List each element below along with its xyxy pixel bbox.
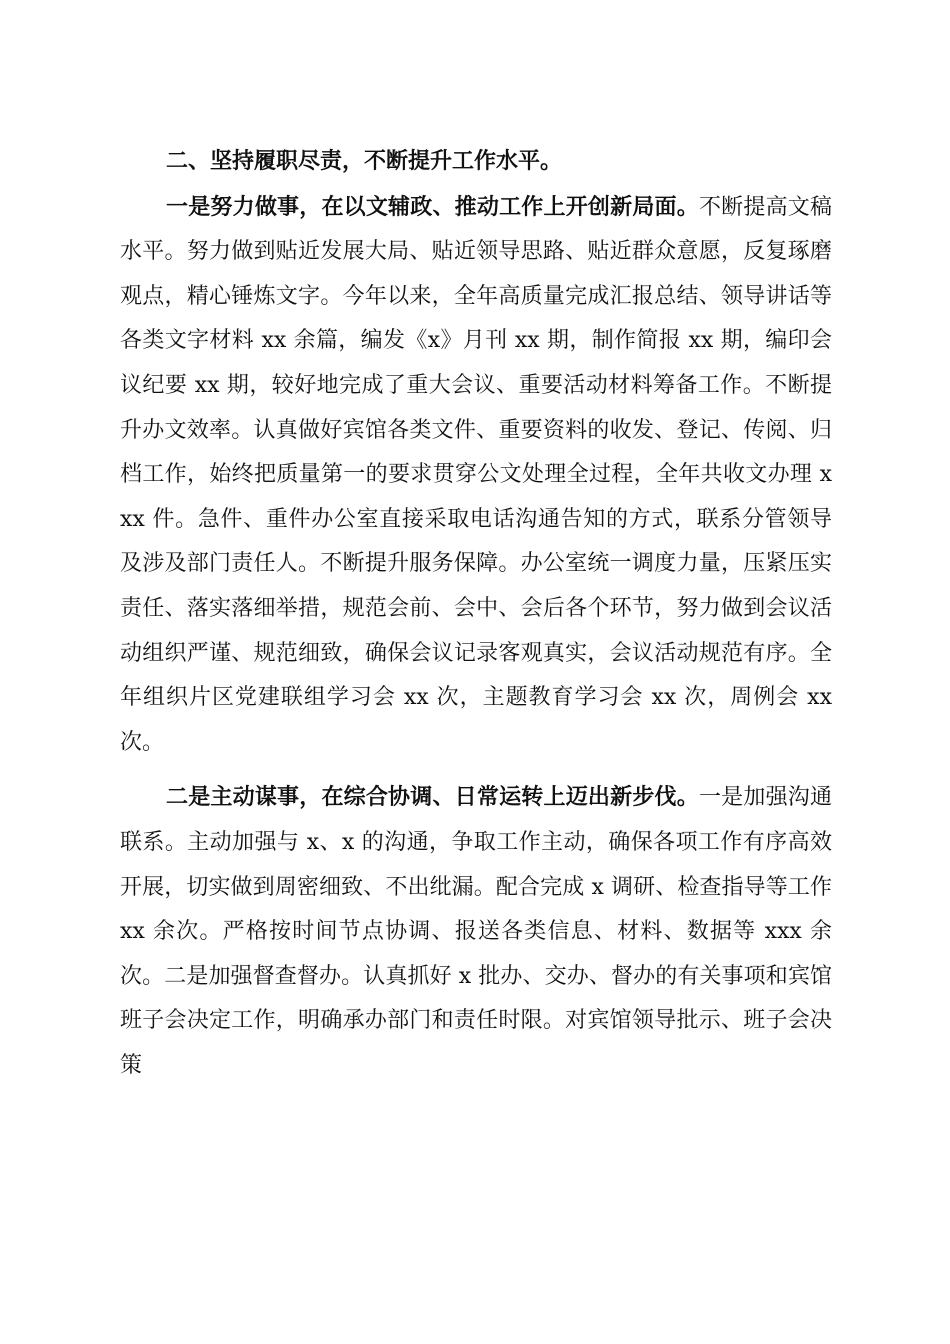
paragraph-work-writing [120, 185, 832, 766]
paragraph-text: 不断提高文稿水平。努力做到贴近发展大局、贴近领导思路、贴近群众意愿，反复琢磨观点，精心锤炼文字。今年以来，全年高质量完成汇报总结、领导讲话等各类文字材料 xx 余篇，编发《x》月刊 xx 期，制作简报 xx 期，编印会议纪要 xx 期，较好地完成了重大会议、重要活动材料筹备工作。不断提升办文效率。认真做好宾馆各类文件、重要资料的收发、登记、传阅、归档工作，始终把质量第一的要求贯穿公文处理全过程，全年共收文办理 xxx 件。急件、重件办公室直接采取电话沟通告知的方式，联系分管领导及涉及部门责任人。不断提升服务保障。办公室统一调度力量，压紧压实责任、落实落细举措，规范会前、会中、会后各个环节，努力做到会议活动组织严谨、规范细致，确保会议记录客观真实，会议活动规范有序。全年组织片区党建联组学习会 xx 次，主题教育学习会 xx 次，周例会 xx 次。 [120, 194, 832, 755]
paragraph-spacer [120, 765, 832, 775]
paragraph-lead: 二是主动谋事，在综合协调、日常运转上迈出新步伐。 [166, 784, 699, 811]
paragraph-coordination [120, 775, 832, 1088]
document-body [120, 140, 832, 1088]
paragraph-lead: 一是努力做事，在以文辅政、推动工作上开创新局面。 [166, 193, 699, 220]
paragraph-text: 一是加强沟通联系。主动加强与 x、x 的沟通，争取工作主动，确保各项工作有序高效开展，切实做到周密细致、不出纰漏。配合完成 x 调研、检查指导等工作 xx 余次。严格按时间节点协调、报送各类信息、材料、数据等 xxx 余次。二是加强督查督办。认真抓好 x 批办、交办、督办的有关事项和宾馆班子会决定工作，明确承办部门和责任时限。对宾馆领导批示、班子会决策 [120, 785, 832, 1078]
section-heading: 二、坚持履职尽责，不断提升工作水平。 [166, 149, 563, 174]
